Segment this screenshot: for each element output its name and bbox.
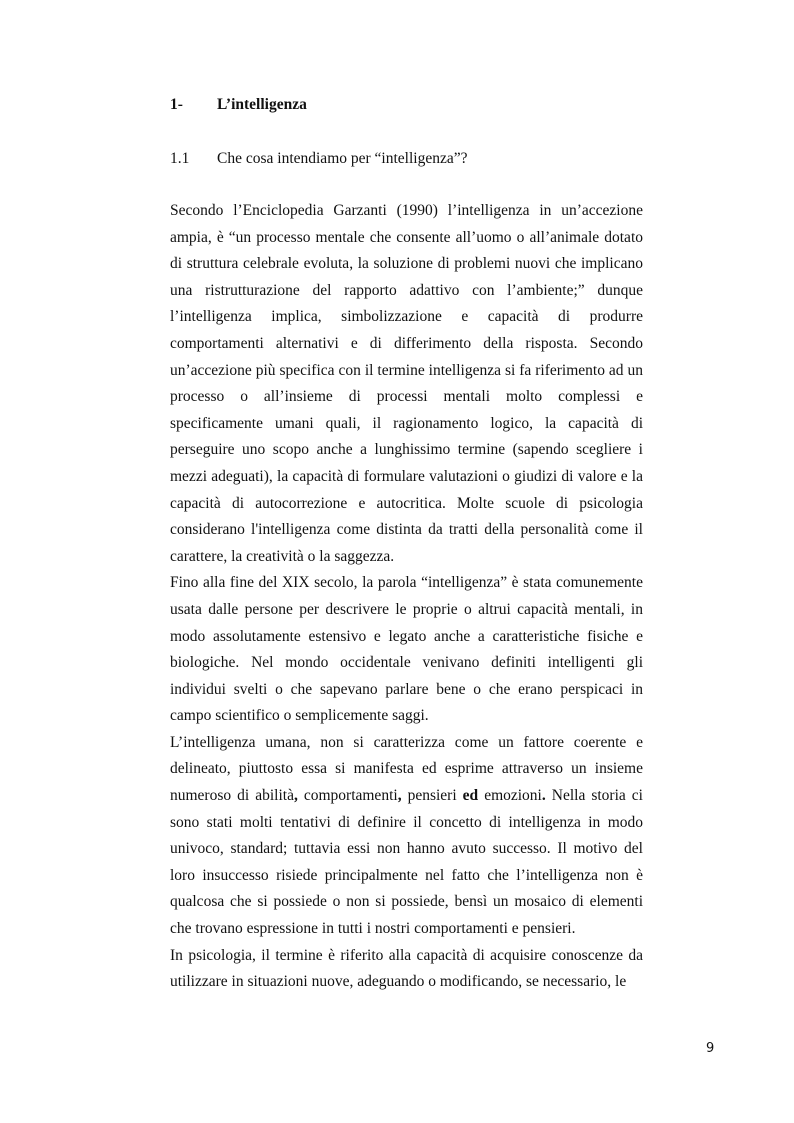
- paragraph-3-part-2: comportamenti: [297, 787, 398, 805]
- page-number: 9: [706, 1041, 715, 1056]
- paragraph-3-bold-period: .: [541, 787, 546, 805]
- paragraph-2: Fino alla fine del XIX secolo, la parola “intelligenza” è stata comunemente usata dalle persone per descrivere le proprie o altrui capacità mentali, in modo assolutamente estensivo e legato anche a caratteristiche fisiche e biologiche. Nel mondo occidentale venivano definiti intelligenti gli individui svelti o che sapevano parlare bene o che erano perspicaci in campo scientifico o semplicemente saggi.: [170, 574, 643, 725]
- paragraph-3-part-1: L’intelligenza umana, non si caratterizza come un fattore coerente e delineato, piuttosto essa si manifesta ed esprime attraverso un insieme numeroso di abilità: [170, 733, 643, 805]
- paragraph-3-part-3: pensieri: [401, 787, 463, 805]
- section-heading: [170, 149, 467, 169]
- paragraph-1: Secondo l’Enciclopedia Garzanti (1990) l’intelligenza in un’accezione ampia, è “un processo mentale che consente all’uomo o all’animale dotato di struttura celebrale evoluta, la soluzione di problemi nuovi che implicano una ristrutturazione del rapporto adattivo con l’ambiente;” dunque l’intelligenza implica, simbolizzazione e capacità di produrre comportamenti alternativi e di differimento della risposta. Secondo un’accezione più specifica con il termine intelligenza si fa riferimento ad un processo o all’insieme di processi mentali molto complessi e specificamente umani quali, il ragionamento logico, la capacità di perseguire uno scopo anche a lunghissimo termine (sapendo scegliere i mezzi adeguati), la capacità di formulare valutazioni o giudizi di valore e la capacità di autocorrezione e autocritica. Molte scuole di psicologia considerano l'intelligenza come distinta da tratti della personalità come il carattere, la creatività o la saggezza.: [170, 202, 643, 565]
- paragraph-4: In psicologia, il termine è riferito alla capacità di acquisire conoscenze da utilizzare in situazioni nuove, adeguando o modificando, se necessario, le: [170, 946, 643, 991]
- paragraph-3-part-4: emozioni: [478, 787, 542, 805]
- chapter-heading: [170, 95, 307, 115]
- chapter-title: L’intelligenza: [217, 96, 307, 113]
- paragraph-3-part-5: Nella storia ci sono stati molti tentativi di definire il concetto di intelligenza in modo univoco, standard; tuttavia essi non hanno avuto successo. Il motivo del loro insuccesso risiede principalmente nel fatto che l’intelligenza non è qualcosa che si possiede o non si possiede, bensì un mosaico di elementi che trovano espressione in tutti i nostri comportamenti e pensieri.: [170, 787, 643, 938]
- paragraph-3: [170, 730, 643, 943]
- section-number: 1.1: [170, 150, 190, 167]
- paragraph-3-bold-comma-1: ,: [293, 787, 298, 805]
- chapter-number: 1-: [170, 96, 183, 113]
- body-text: [170, 198, 643, 996]
- section-title: Che cosa intendiamo per “intelligenza”?: [217, 150, 468, 167]
- paragraph-3-bold-comma-2: ,: [397, 787, 402, 805]
- paragraph-3-bold-ed: ed: [462, 787, 479, 805]
